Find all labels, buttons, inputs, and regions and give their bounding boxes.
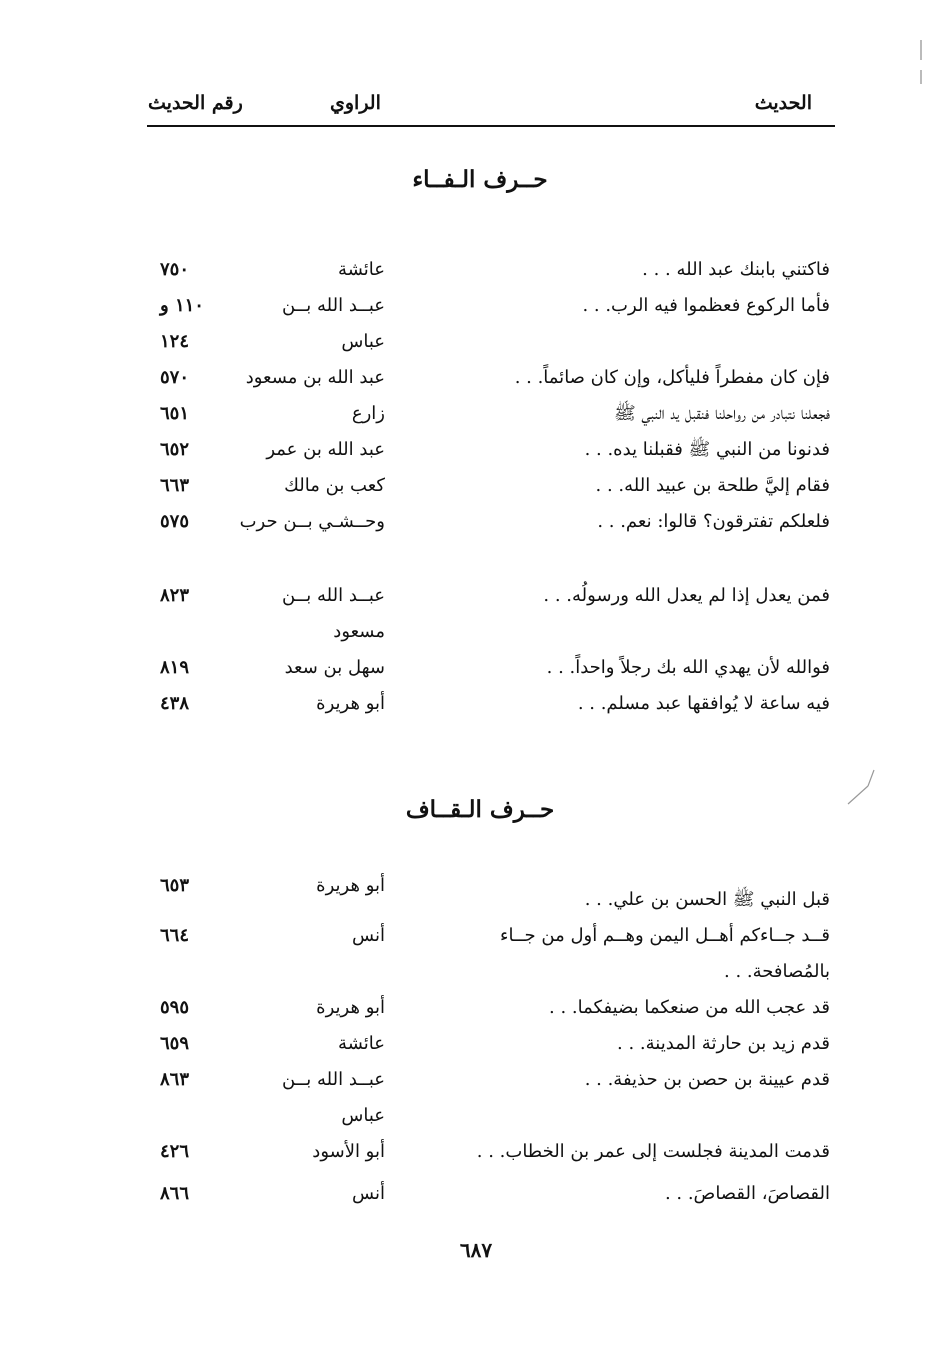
hadith-text: فإن كان مفطراً فليأكل، وإن كان صائماً. . . bbox=[514, 367, 830, 388]
hadith-text: قبل النبي ﷺ الحسن بن علي. . . bbox=[584, 889, 830, 910]
hadith-text: فدنونا من النبي ﷺ فقبلنا يده. . . bbox=[584, 439, 830, 460]
hadith-number: ٦٥٣ bbox=[160, 875, 190, 896]
hadith-number: ١١٠ و ١٢٤ bbox=[160, 295, 204, 352]
hadith-text: قدم زيد بن حارثة المدينة. . . bbox=[617, 1033, 830, 1054]
narrator-name: أبو الأسود bbox=[312, 1141, 385, 1162]
hadith-number: ٧٥٠ bbox=[160, 259, 190, 280]
hadith-number: ٦٦٤ bbox=[160, 925, 190, 946]
section-title-qaf: حــرف الـقــاف bbox=[405, 796, 555, 823]
header-number-label: رقم الحديث bbox=[148, 92, 243, 114]
scan-pen-mark bbox=[846, 768, 876, 808]
narrator-name: أنس bbox=[352, 925, 385, 946]
hadith-number: ٦٥٢ bbox=[160, 439, 190, 460]
narrator-name: أبو هريرة bbox=[316, 875, 385, 896]
narrator-name: عائشة bbox=[338, 259, 385, 280]
hadith-text: قد عجب الله من صنعكما بضيفكما. . . bbox=[549, 997, 830, 1018]
narrator-name: أنس bbox=[352, 1183, 385, 1204]
section-title-faa: حــرف الـفــاء bbox=[412, 166, 548, 193]
narrator-name: عبــد الله بــن مسعود bbox=[282, 585, 385, 642]
scan-edge-mark bbox=[920, 70, 922, 84]
narrator-name: سهل بن سعد bbox=[284, 657, 385, 678]
hadith-text: فقام إليَّ طلحة بن عبيد الله. . . bbox=[595, 475, 830, 496]
narrator-name: عبد الله بن عمر bbox=[266, 439, 385, 460]
narrator-name: زارع bbox=[351, 403, 385, 424]
hadith-text: قدمت المدينة فجلست إلى عمر بن الخطاب. . . bbox=[476, 1141, 830, 1162]
hadith-number: ٥٧٠ bbox=[160, 367, 190, 388]
hadith-number: ٨٦٦ bbox=[160, 1183, 190, 1204]
hadith-number: ٦٦٣ bbox=[160, 475, 190, 496]
narrator-name: عبــد الله بــن عباس bbox=[282, 295, 385, 352]
narrator-name: أبو هريرة bbox=[316, 997, 385, 1018]
hadith-text: فوالله لأن يهدي الله بك رجلاً واحداً. . . bbox=[546, 657, 830, 678]
hadith-text: فاكتني بابنك عبد الله . . . bbox=[642, 259, 830, 280]
narrator-name: عبــد الله بــن عباس bbox=[282, 1069, 385, 1126]
hadith-number: ٦٥٩ bbox=[160, 1033, 190, 1054]
narrator-name: أبو هريرة bbox=[316, 693, 385, 714]
hadith-number: ٦٥١ bbox=[160, 403, 190, 424]
scan-edge-mark bbox=[920, 40, 922, 60]
page-number: ٦٨٧ bbox=[459, 1238, 493, 1262]
narrator-name: عائشة bbox=[338, 1033, 385, 1054]
header-divider bbox=[147, 125, 835, 127]
hadith-number: ٥٩٥ bbox=[160, 997, 190, 1018]
hadith-text: قدم عيينة بن حصن بن حذيفة. . . bbox=[584, 1069, 830, 1090]
hadith-number: ٨٢٣ bbox=[160, 585, 190, 606]
narrator-name: كعب بن مالك bbox=[284, 475, 385, 496]
hadith-text: فلعلكم تفترقون؟ قالوا: نعم. . . bbox=[597, 511, 830, 532]
narrator-name: وحــشـي بــن حرب bbox=[239, 511, 385, 532]
hadith-text: القصاصَ، القصاصَ. . . bbox=[664, 1183, 830, 1204]
hadith-text: فيه ساعة لا يُوافقها عبد مسلم. . . bbox=[577, 693, 830, 714]
header-narrator-label: الراوي bbox=[330, 92, 381, 114]
hadith-number: ٥٧٥ bbox=[160, 511, 190, 532]
hadith-number: ٤٣٨ bbox=[160, 693, 190, 714]
hadith-text: فمن يعدل إذا لم يعدل الله ورسولُه. . . bbox=[543, 585, 830, 606]
hadith-text: فجعلنا نتبادر من رواحلنا فنقبل يد النبي ﷺ bbox=[613, 403, 830, 424]
hadith-text: قــد جــاءكم أهــل اليمن وهــم أول من جــاء بالمُصافحة. . . bbox=[500, 925, 830, 982]
hadith-text: فأما الركوع فعظموا فيه الرب. . . bbox=[582, 295, 830, 316]
hadith-number: ٨١٩ bbox=[160, 657, 190, 678]
hadith-number: ٨٦٣ bbox=[160, 1069, 190, 1090]
header-hadith-label: الحديث bbox=[754, 92, 812, 114]
hadith-number: ٤٢٦ bbox=[160, 1141, 190, 1162]
narrator-name: عبد الله بن مسعود bbox=[245, 367, 385, 388]
